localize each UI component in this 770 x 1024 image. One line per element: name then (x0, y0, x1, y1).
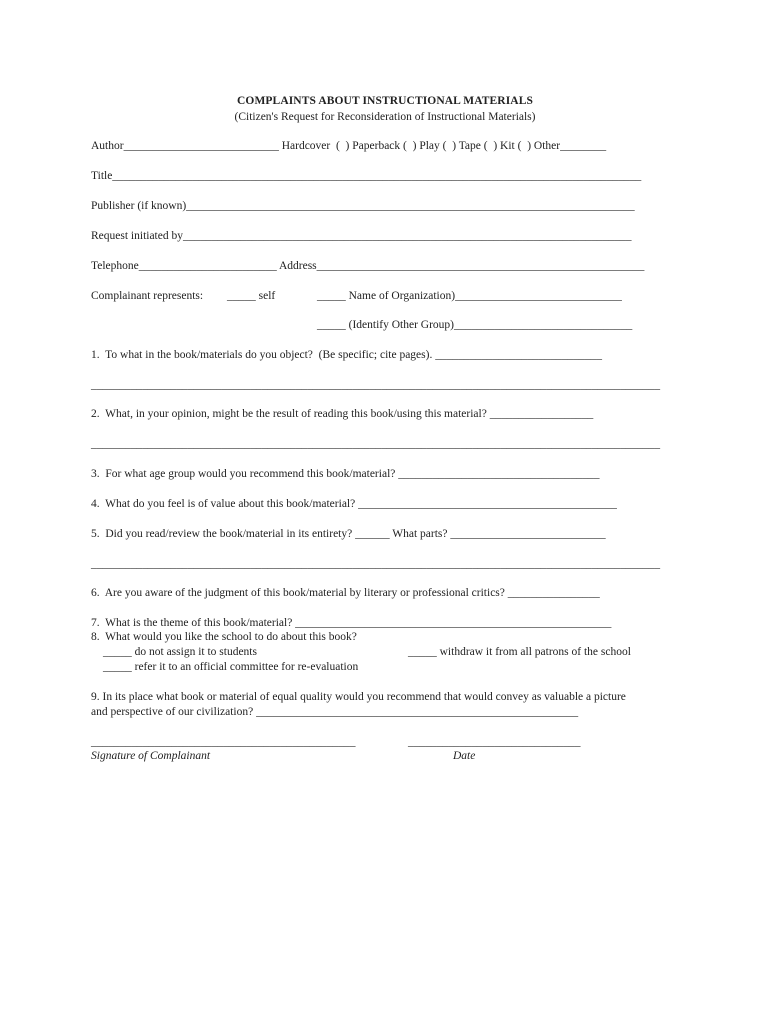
question-6[interactable]: 6. Are you aware of the judgment of this book/material by literary or professional critics? ________________ (91, 587, 600, 599)
date-label: Date (453, 750, 476, 762)
date-line[interactable]: ______________________________ (408, 736, 581, 748)
signature-label: Signature of Complainant (91, 750, 211, 762)
other-group-option[interactable]: _____ (Identify Other Group)_______________________________ (317, 319, 633, 331)
form-subtitle: (Citizen's Request for Reconsideration of Instructional Materials) (234, 111, 536, 123)
telephone-row[interactable]: Telephone________________________ Address_________________________________________________________ (91, 260, 645, 272)
question-2-line[interactable]: ____________________________________________________________________________________________________ (91, 438, 661, 450)
q8-option-refer-committee[interactable]: _____ refer it to an official committee for re-evaluation (103, 661, 359, 673)
question-4[interactable]: 4. What do you feel is of value about this book/material? _____________________________________________ (91, 498, 617, 510)
q8-option-do-not-assign[interactable]: _____ do not assign it to students (103, 646, 257, 658)
question-2[interactable]: 2. What, in your opinion, might be the result of reading this book/using this material? __________________ (91, 408, 594, 420)
question-8: 8. What would you like the school to do about this book? (91, 631, 357, 643)
form-title: COMPLAINTS ABOUT INSTRUCTIONAL MATERIALS (237, 95, 533, 107)
question-1-line[interactable]: ____________________________________________________________________________________________________ (91, 379, 661, 391)
question-9-line-1: 9. In its place what book or material of equal quality would you recommend that would convey as valuable a picture (91, 691, 626, 703)
question-5[interactable]: 5. Did you read/review the book/material in its entirety? ______ What parts? ___________________________ (91, 528, 606, 540)
question-9-line-2[interactable]: and perspective of our civilization? ________________________________________________________ (91, 706, 579, 718)
signature-line[interactable]: ______________________________________________ (91, 736, 356, 748)
organization-option[interactable]: _____ Name of Organization)_____________________________ (317, 290, 622, 302)
self-option[interactable]: _____ self (227, 290, 276, 302)
author-row[interactable]: Author___________________________ Hardcover ( ) Paperback ( ) Play ( ) Tape ( ) Kit ( ) Other________ (91, 140, 607, 152)
publisher-row[interactable]: Publisher (if known)______________________________________________________________________________ (91, 200, 635, 212)
title-row[interactable]: Title____________________________________________________________________________________________ (91, 170, 642, 182)
question-5-line[interactable]: ____________________________________________________________________________________________________ (91, 558, 661, 570)
request-row[interactable]: Request initiated by______________________________________________________________________________ (91, 230, 632, 242)
question-7[interactable]: 7. What is the theme of this book/material? _______________________________________________________ (91, 617, 612, 629)
question-3[interactable]: 3. For what age group would you recommend this book/material? ___________________________________ (91, 468, 600, 480)
q8-option-withdraw[interactable]: _____ withdraw it from all patrons of the school (408, 646, 631, 658)
question-1[interactable]: 1. To what in the book/materials do you object? (Be specific; cite pages). _____________________________ (91, 349, 602, 361)
complainant-label: Complainant represents: (91, 290, 204, 302)
